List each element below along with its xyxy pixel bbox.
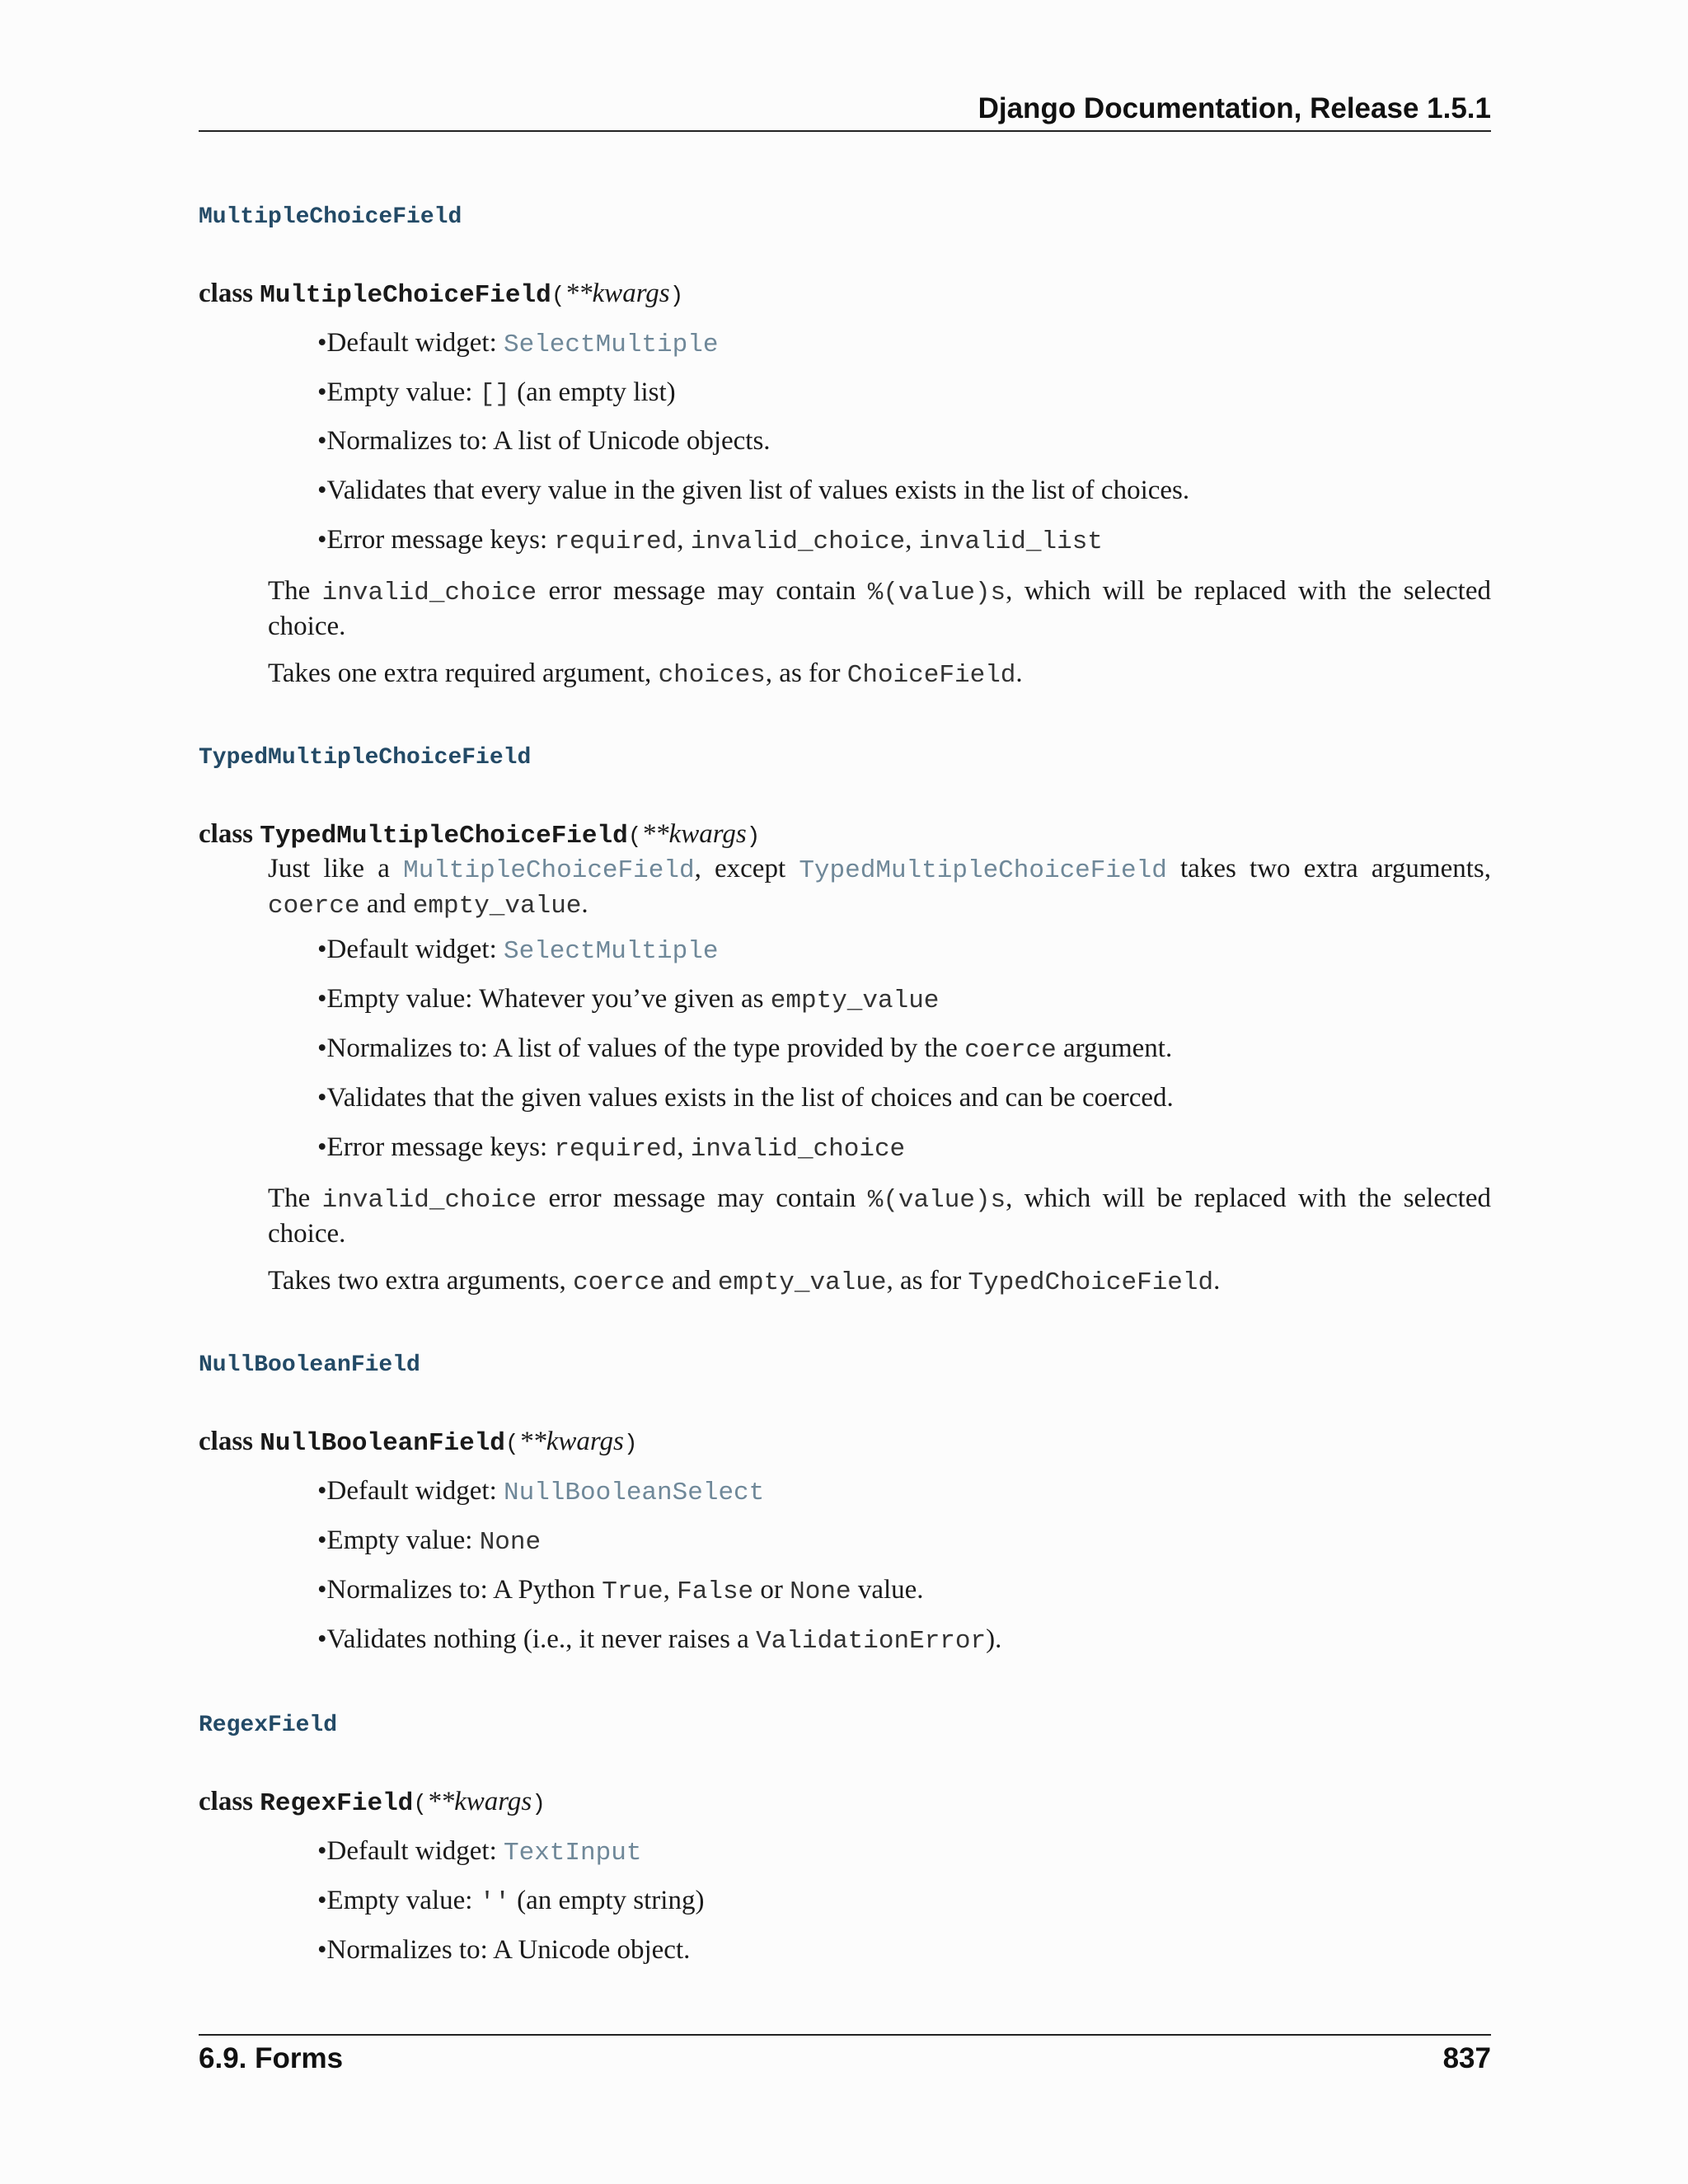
section-heading-typedmultiplechoicefield[interactable]: TypedMultipleChoiceField — [199, 745, 532, 771]
class-signature: class MultipleChoiceField(**kwargs) — [199, 279, 684, 310]
multiplechoicefield-link[interactable]: MultipleChoiceField — [403, 856, 695, 885]
class-name: TypedMultipleChoiceField — [260, 822, 628, 851]
class-name: RegexField — [260, 1789, 414, 1818]
list-item: •Normalizes to: A Python True, False or None value. — [317, 1575, 924, 1606]
widget-link[interactable]: SelectMultiple — [504, 937, 719, 966]
page-number: 837 — [1442, 2042, 1491, 2074]
list-item: •Default widget: SelectMultiple — [317, 935, 719, 966]
widget-link[interactable]: NullBooleanSelect — [504, 1479, 765, 1507]
list-item: •Validates nothing (i.e., it never raises a ValidationError). — [317, 1624, 1002, 1656]
list-item: •Empty value: '' (an empty string) — [317, 1886, 705, 1917]
paragraph: The invalid_choice error message may contain %(value)s, which will be replaced with the selected choice. — [268, 576, 1491, 641]
page-header-title: Django Documentation, Release 1.5.1 — [978, 92, 1491, 124]
class-keyword: class — [199, 279, 253, 308]
widget-link[interactable]: SelectMultiple — [504, 330, 719, 359]
list-item: •Default widget: SelectMultiple — [317, 328, 719, 359]
class-signature: class NullBooleanField(**kwargs) — [199, 1427, 638, 1458]
section-heading-nullbooleanfield[interactable]: NullBooleanField — [199, 1352, 420, 1378]
list-item: •Normalizes to: A Unicode object. — [317, 1935, 691, 1965]
list-item: •Error message keys: required, invalid_choice, invalid_list — [317, 525, 1103, 556]
paragraph: Takes one extra required argument, choices, as for ChoiceField. — [268, 658, 1023, 690]
list-item: •Validates that every value in the given list of values exists in the list of choices. — [317, 476, 1190, 505]
class-name: NullBooleanField — [260, 1429, 505, 1458]
list-item: •Default widget: TextInput — [317, 1836, 642, 1868]
header-divider — [199, 130, 1491, 132]
class-signature: class RegexField(**kwargs) — [199, 1787, 546, 1818]
list-item: •Empty value: Whatever you’ve given as empty_value — [317, 984, 940, 1015]
list-item: •Empty value: [] (an empty list) — [317, 377, 676, 409]
paragraph: The invalid_choice error message may contain %(value)s, which will be replaced with the selected choice. — [268, 1183, 1491, 1249]
section-heading-multiplechoicefield[interactable]: MultipleChoiceField — [199, 204, 462, 230]
footer-section-title: 6.9. Forms — [199, 2042, 344, 2074]
list-item: •Default widget: NullBooleanSelect — [317, 1476, 765, 1507]
list-item: •Normalizes to: A list of Unicode objects. — [317, 426, 771, 456]
list-item: •Normalizes to: A list of values of the type provided by the coerce argument. — [317, 1033, 1173, 1065]
footer-divider — [199, 2034, 1491, 2036]
class-signature: class TypedMultipleChoiceField(**kwargs) — [199, 819, 761, 851]
list-item: •Empty value: None — [317, 1526, 542, 1557]
paragraph: Just like a MultipleChoiceField, except TypedMultipleChoiceField takes two extra arguments, coerce and empty_value. — [268, 854, 1491, 921]
document-page — [199, 0, 1491, 2184]
typedmultiplechoicefield-link[interactable]: TypedMultipleChoiceField — [799, 856, 1167, 885]
paragraph: Takes two extra arguments, coerce and empty_value, as for TypedChoiceField. — [268, 1266, 1221, 1297]
class-args: **kwargs — [565, 279, 670, 308]
list-item: •Error message keys: required, invalid_choice — [317, 1132, 906, 1164]
list-item: •Validates that the given values exists in the list of choices and can be coerced. — [317, 1083, 1174, 1113]
class-name: MultipleChoiceField — [260, 281, 551, 310]
widget-link[interactable]: TextInput — [504, 1839, 642, 1868]
section-heading-regexfield[interactable]: RegexField — [199, 1713, 338, 1738]
